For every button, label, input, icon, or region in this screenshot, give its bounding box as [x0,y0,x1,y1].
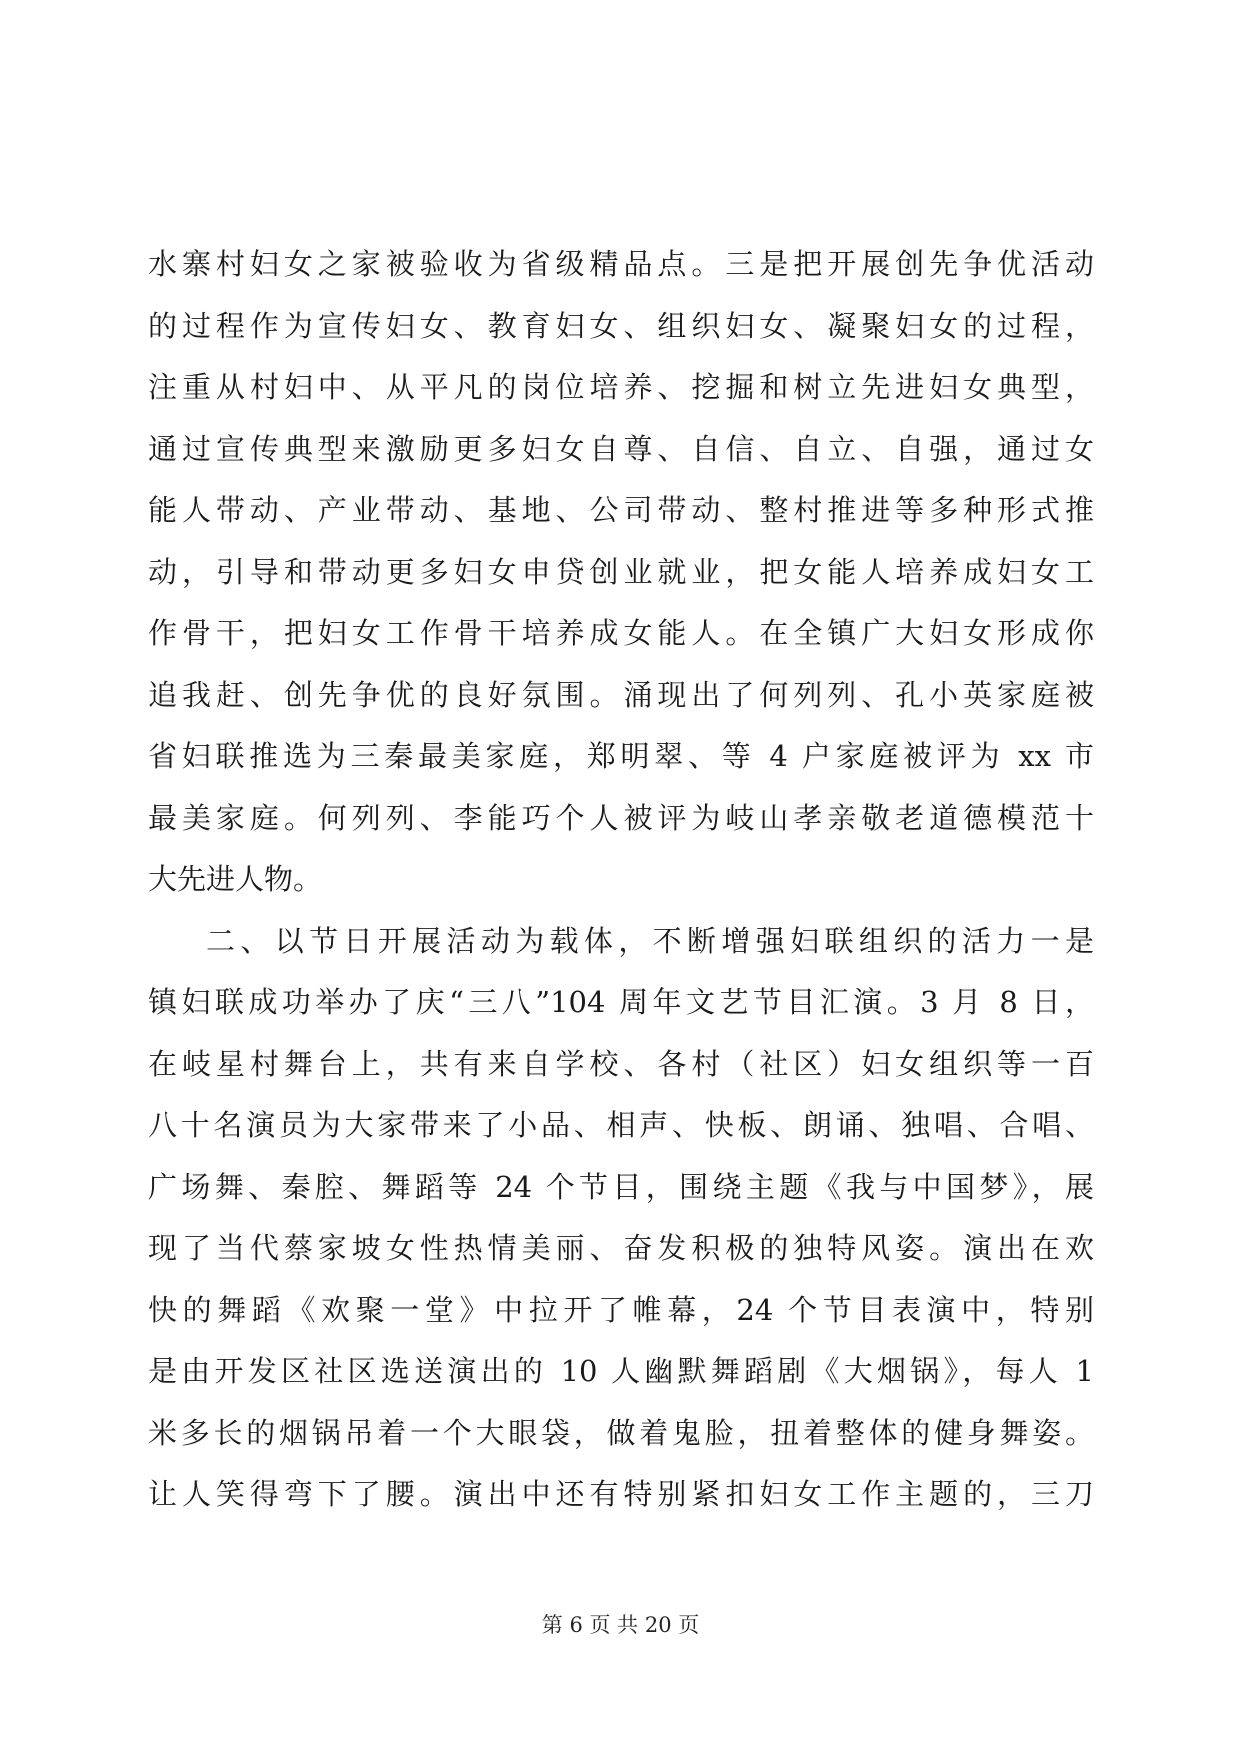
text-line: 的过程作为宣传妇女、教育妇女、组织妇女、凝聚妇女的过程， [148,308,1094,343]
text-line: 让人笑得弯下了腰。演出中还有特别紧扣妇女工作主题的，三刀 [148,1477,1094,1511]
text-line: 省妇联推选为三秦最美家庭，郑明翠、等 4 户家庭被评为 xx 市 [148,739,1094,773]
paragraph-section-two [148,911,1094,1526]
text-line: 追我赶、创先争优的良好氛围。涌现出了何列列、孔小英家庭被 [148,677,1094,712]
text-line: 动，引导和带动更多妇女申贷创业就业，把女能人培养成妇女工 [148,554,1094,589]
text-line: 米多长的烟锅吊着一个大眼袋，做着鬼脸，扭着整体的健身舞姿。 [148,1415,1094,1450]
text-line: 水寨村妇女之家被验收为省级精品点。三是把开展创先争优活动 [148,247,1094,281]
text-line: 注重从村妇中、从平凡的岗位培养、挖掘和树立先进妇女典型， [148,370,1094,404]
text-line: 镇妇联成功举办了庆“三八”104 周年文艺节目汇演。3 月 8 日， [148,985,1094,1019]
text-line: 是由开发区社区选送演出的 10 人幽默舞蹈剧《大烟锅》，每人 1 [148,1354,1094,1388]
text-line: 二、以节日开展活动为载体，不断增强妇联组织的活力一是 [206,923,1094,958]
text-line: 大先进人物。 [148,862,323,896]
paragraph-continued [148,234,1094,911]
text-line: 广场舞、秦腔、舞蹈等 24 个节目，围绕主题《我与中国梦》，展 [148,1169,1094,1204]
page-footer [0,1610,1241,1640]
text-line: 在岐星村舞台上，共有来自学校、各村（社区）妇女组织等一百 [148,1046,1094,1081]
page-number: 第 6 页 共 20 页 [541,1613,700,1637]
text-line: 现了当代蔡家坡女性热情美丽、奋发积极的独特风姿。演出在欢 [148,1231,1094,1265]
text-line: 最美家庭。何列列、李能巧个人被评为岐山孝亲敬老道德模范十 [148,800,1094,835]
text-line: 能人带动、产业带动、基地、公司带动、整村推进等多种形式推 [148,493,1094,527]
text-line: 作骨干，把妇女工作骨干培养成女能人。在全镇广大妇女形成你 [148,616,1094,650]
text-line: 快的舞蹈《欢聚一堂》中拉开了帷幕，24 个节目表演中，特别 [148,1292,1094,1327]
body-text [148,234,1094,1526]
text-line: 通过宣传典型来激励更多妇女自尊、自信、自立、自强，通过女 [148,431,1094,466]
text-line: 八十名演员为大家带来了小品、相声、快板、朗诵、独唱、合唱、 [148,1108,1094,1142]
